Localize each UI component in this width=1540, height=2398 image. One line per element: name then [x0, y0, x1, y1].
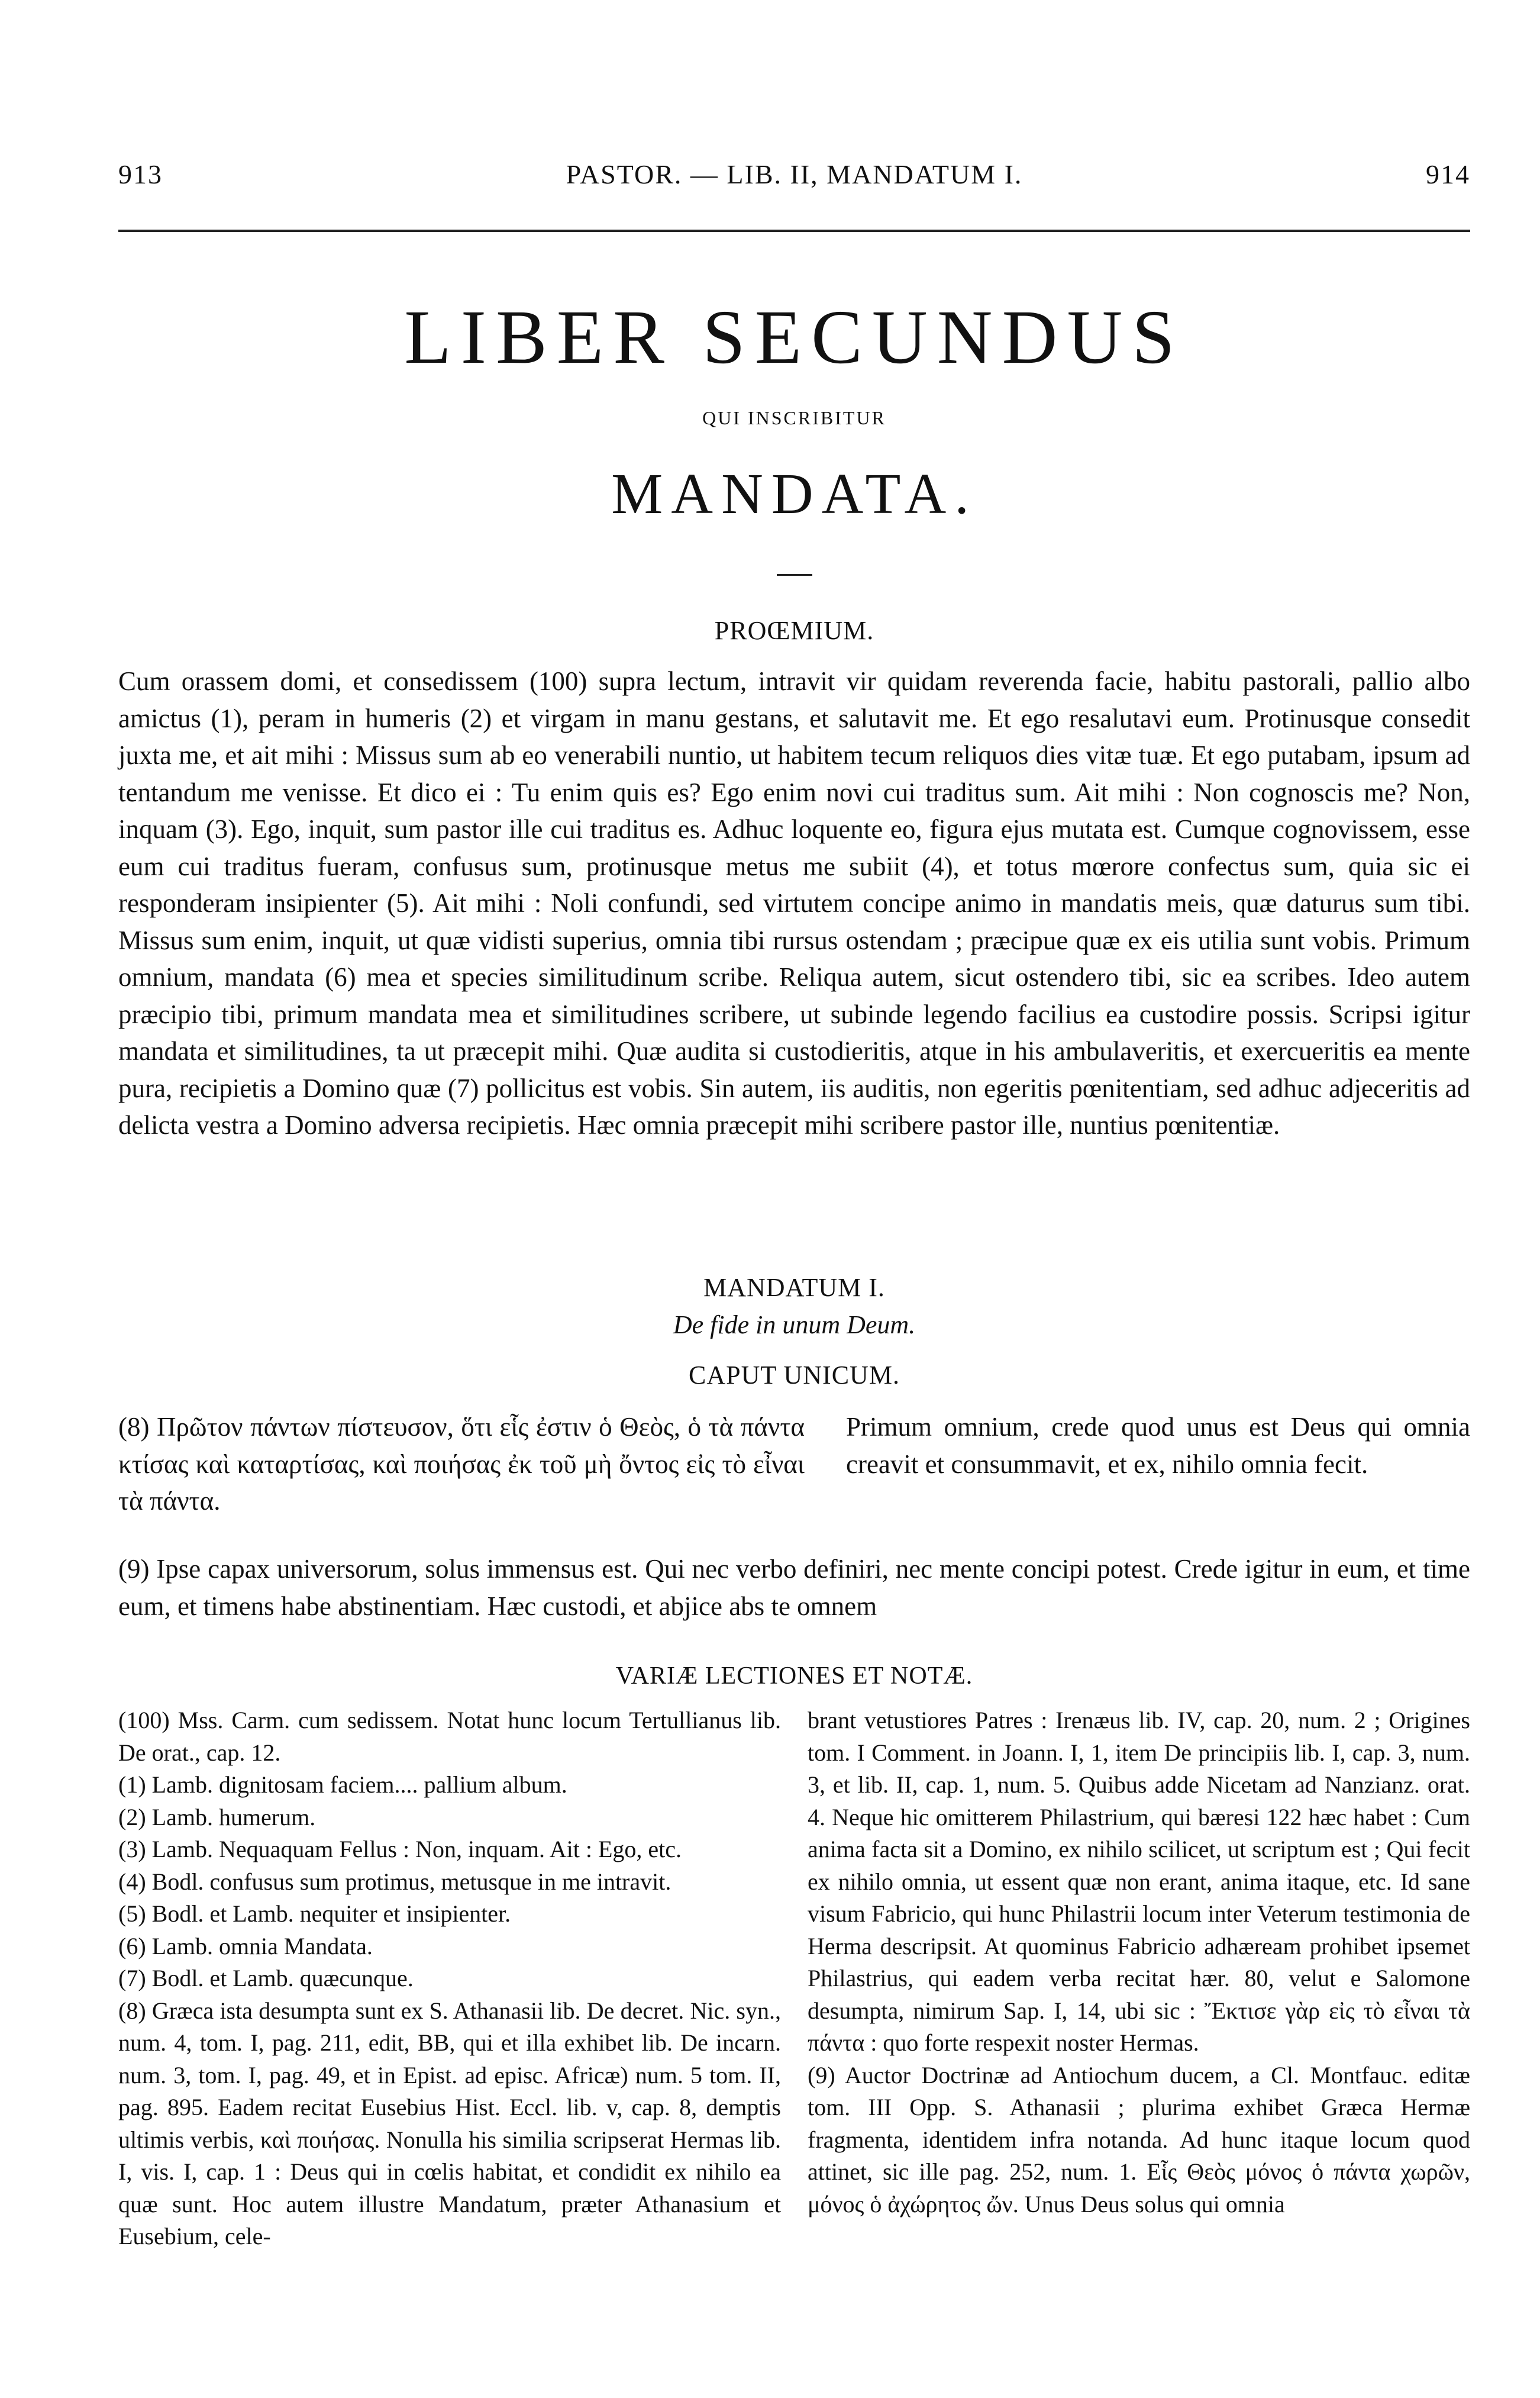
notes-right-column — [808, 1704, 1470, 2220]
proemium-body — [118, 663, 1470, 1144]
section-dash — [777, 574, 812, 576]
running-title: PASTOR. — LIB. II, MANDATUM I. — [566, 159, 1023, 189]
running-header — [118, 159, 1470, 200]
note-6: (6) Lamb. omnia Mandata. — [118, 1932, 373, 1959]
note-9: (9) Auctor Doctrinæ ad Antiochum ducem, a Cl. Montfauc. editæ tom. III Opp. S. Athanasii ; plurima exhibet Græca Hermæ fragmenta, identidem infra notanda. Ad hunc itaque locum quod attinet, sic ille pag. 252, num. 1. Εἷς Θεὸς μόνος ὁ πάντα χωρῶν, μόνος ὁ ἀχώρητος ὤν. Unus Deus solus qui omnia — [808, 2061, 1470, 2217]
note-8: (8) Græca ista desumpta sunt ex S. Athanasii lib. De decret. Nic. syn., num. 4, tom. I, pag. 211, edit, BB, qui et illa exhibet lib. De incarn. num. 3, tom. I, pag. 49, et in Epist. ad episc. Africæ) num. 5 tom. II, pag. 895. Eadem recitat Eusebius Hist. Eccl. lib. v, cap. 8, demptis ultimis verbis, καὶ ποιήσας. Nonulla his similia scripserat Hermas lib. I, vis. I, cap. 1 : Deus qui in cœlis habitat, et condidit ex nihilo ea quæ sunt. Hoc autem illustre Mandatum, præter Athanasium et Eusebium, cele- — [118, 1997, 781, 2249]
document-page — [118, 0, 1470, 2398]
greek-text-column: (8) Πρῶτον πάντων πίστευσον, ὅτι εἷς ἐστιν ὁ Θεὸς, ὁ τὰ πάντα κτίσας καὶ καταρτίσας, καὶ ποιήσας ἐκ τοῦ μὴ ὄντος εἰς τὸ εἶναι τὰ πάντα. — [118, 1412, 805, 1516]
note-100: (100) Mss. Carm. cum sedissem. Notat hunc locum Tertullianus lib. De orat., cap. 12. — [118, 1707, 781, 1766]
notes-left-column — [118, 1704, 781, 2253]
notes-heading: VARIÆ LECTIONES ET NOTÆ. — [615, 1662, 973, 1690]
note-4: (4) Bodl. confusus sum protimus, metusque in me intravit. — [118, 1868, 671, 1895]
page-number-left: 913 — [118, 159, 163, 189]
note-5: (5) Bodl. et Lamb. nequiter et insipienter. — [118, 1900, 511, 1927]
book-subtitle: QUI INSCRIBITUR — [702, 407, 886, 428]
page-number-right: 914 — [1426, 159, 1470, 189]
proemium-heading: PROŒMIUM. — [714, 616, 874, 645]
note-2: (2) Lamb. humerum. — [118, 1803, 316, 1830]
latin-text-column: Primum omnium, crede quod unus est Deus qui omnia creavit et consummavit, et ex, nihilo omnia fecit. — [846, 1412, 1470, 1479]
note-3: (3) Lamb. Nequaquam Fellus : Non, inquam. Ait : Ego, etc. — [118, 1836, 682, 1862]
caput-heading: CAPUT UNICUM. — [689, 1361, 900, 1390]
book-name: MANDATA. — [611, 462, 977, 526]
proemium-text: Cum orassem domi, et consedissem (100) supra lectum, intravit vir quidam reverenda facie, habitu pastorali, pallio albo amictus (1), peram in humeris (2) et virgam in manu gestans, et salutavit me. Et ego resalutavi eum. Protinusque consedit juxta me, et ait mihi : Missus sum ab eo venerabili nuntio, ut habitem tecum reliquos dies vitæ tuæ. Et ego putabam, ipsum ad tentandum me venisse. Et dico ei : Tu enim quis es? Ego enim novi cui traditus sum. Ait mihi : Non cognoscis me? Non, inquam (3). Ego, inquit, sum pastor ille cui traditus es. Adhuc loquente eo, figura ejus mutata est. Cumque cognovissem, esse eum cui traditus fueram, confusus sum, protinusque metus me subiit (4), et totus mœrore confectus sum, quia sic ei responderam insipienter (5). Ait mihi : Noli confundi, sed virtutem concipe animo in mandatis meis, quæ daturus sum tibi. Missus sum enim, inquit, ut quæ vidisti superius, omnia tibi rursus ostendam ; præcipue quæ ex eis utilia sunt vobis. Primum omnium, mandata (6) mea et species similitudinum scribe. Reliqua autem, sicut ostendero tibi, sic ea scribes. Ideo autem præcipio tibi, primum mandata mea et similitudines scribere, ut subinde legendo facilius ea custodire possis. Scripsi igitur mandata et similitudines, ta ut præcepit mihi. Quæ audita si custodieritis, atque in his ambulaveritis, et exercueritis ea mente pura, recipietis a Domino quæ (7) pollicitus est vobis. Sin autem, iis auditis, non egeritis pœnitentiam, sed adhuc adjeceritis ad delicta vestra a Domino adversa recipietis. Hæc omnia præcepit mihi scribere pastor ille, nuntius pœnitentiæ. — [118, 666, 1470, 1140]
note-8-continued: brant vetustiores Patres : Irenæus lib. IV, cap. 20, num. 2 ; Origines tom. I Comment. in Joann. I, 1, item De principiis lib. I, cap. 3, num. 3, et lib. II, cap. 1, num. 5. Quibus adde Nicetam ad Nanzianz. orat. 4. Neque hic omitterem Philastrium, qui bæresi 122 hæc habet : Cum anima facta sit a Domino, ex nihilo scilicet, ut scriptum est ; Qui fecit ex nihilo omnia, ut essent quæ non erant, anima itaque, etc. Id sane visum Fabricio, qui hunc Philastrii locum inter Veterum testimonia de Herma descripsit. At quominus Fabricio adhæream prohibet ipsemet Philastrius, qui eadem verba recitat hær. 80, velut e Salomone desumpta, nimirum Sap. I, 14, ubi sic : Ἔκτισε γὰρ εἰς τὸ εἶναι τὰ πάντα : quo forte respexit noster Hermas. — [808, 1707, 1470, 2056]
note-1: (1) Lamb. dignitosam faciem.... pallium album. — [118, 1771, 567, 1798]
paragraph-9: (9) Ipse capax universorum, solus immensus est. Qui nec verbo definiri, nec mente concipi potest. Crede igitur in eum, et time eum, et timens habe abstinentiam. Hæc custodi, et abjice abs te omnem — [118, 1554, 1470, 1621]
header-rule — [118, 230, 1470, 232]
book-title: LIBER SECUNDUS — [404, 295, 1184, 380]
mandatum-heading: MANDATUM I. — [703, 1273, 885, 1302]
note-7: (7) Bodl. et Lamb. quæcunque. — [118, 1965, 414, 1991]
mandatum-subheading: De fide in unum Deum. — [673, 1310, 916, 1339]
